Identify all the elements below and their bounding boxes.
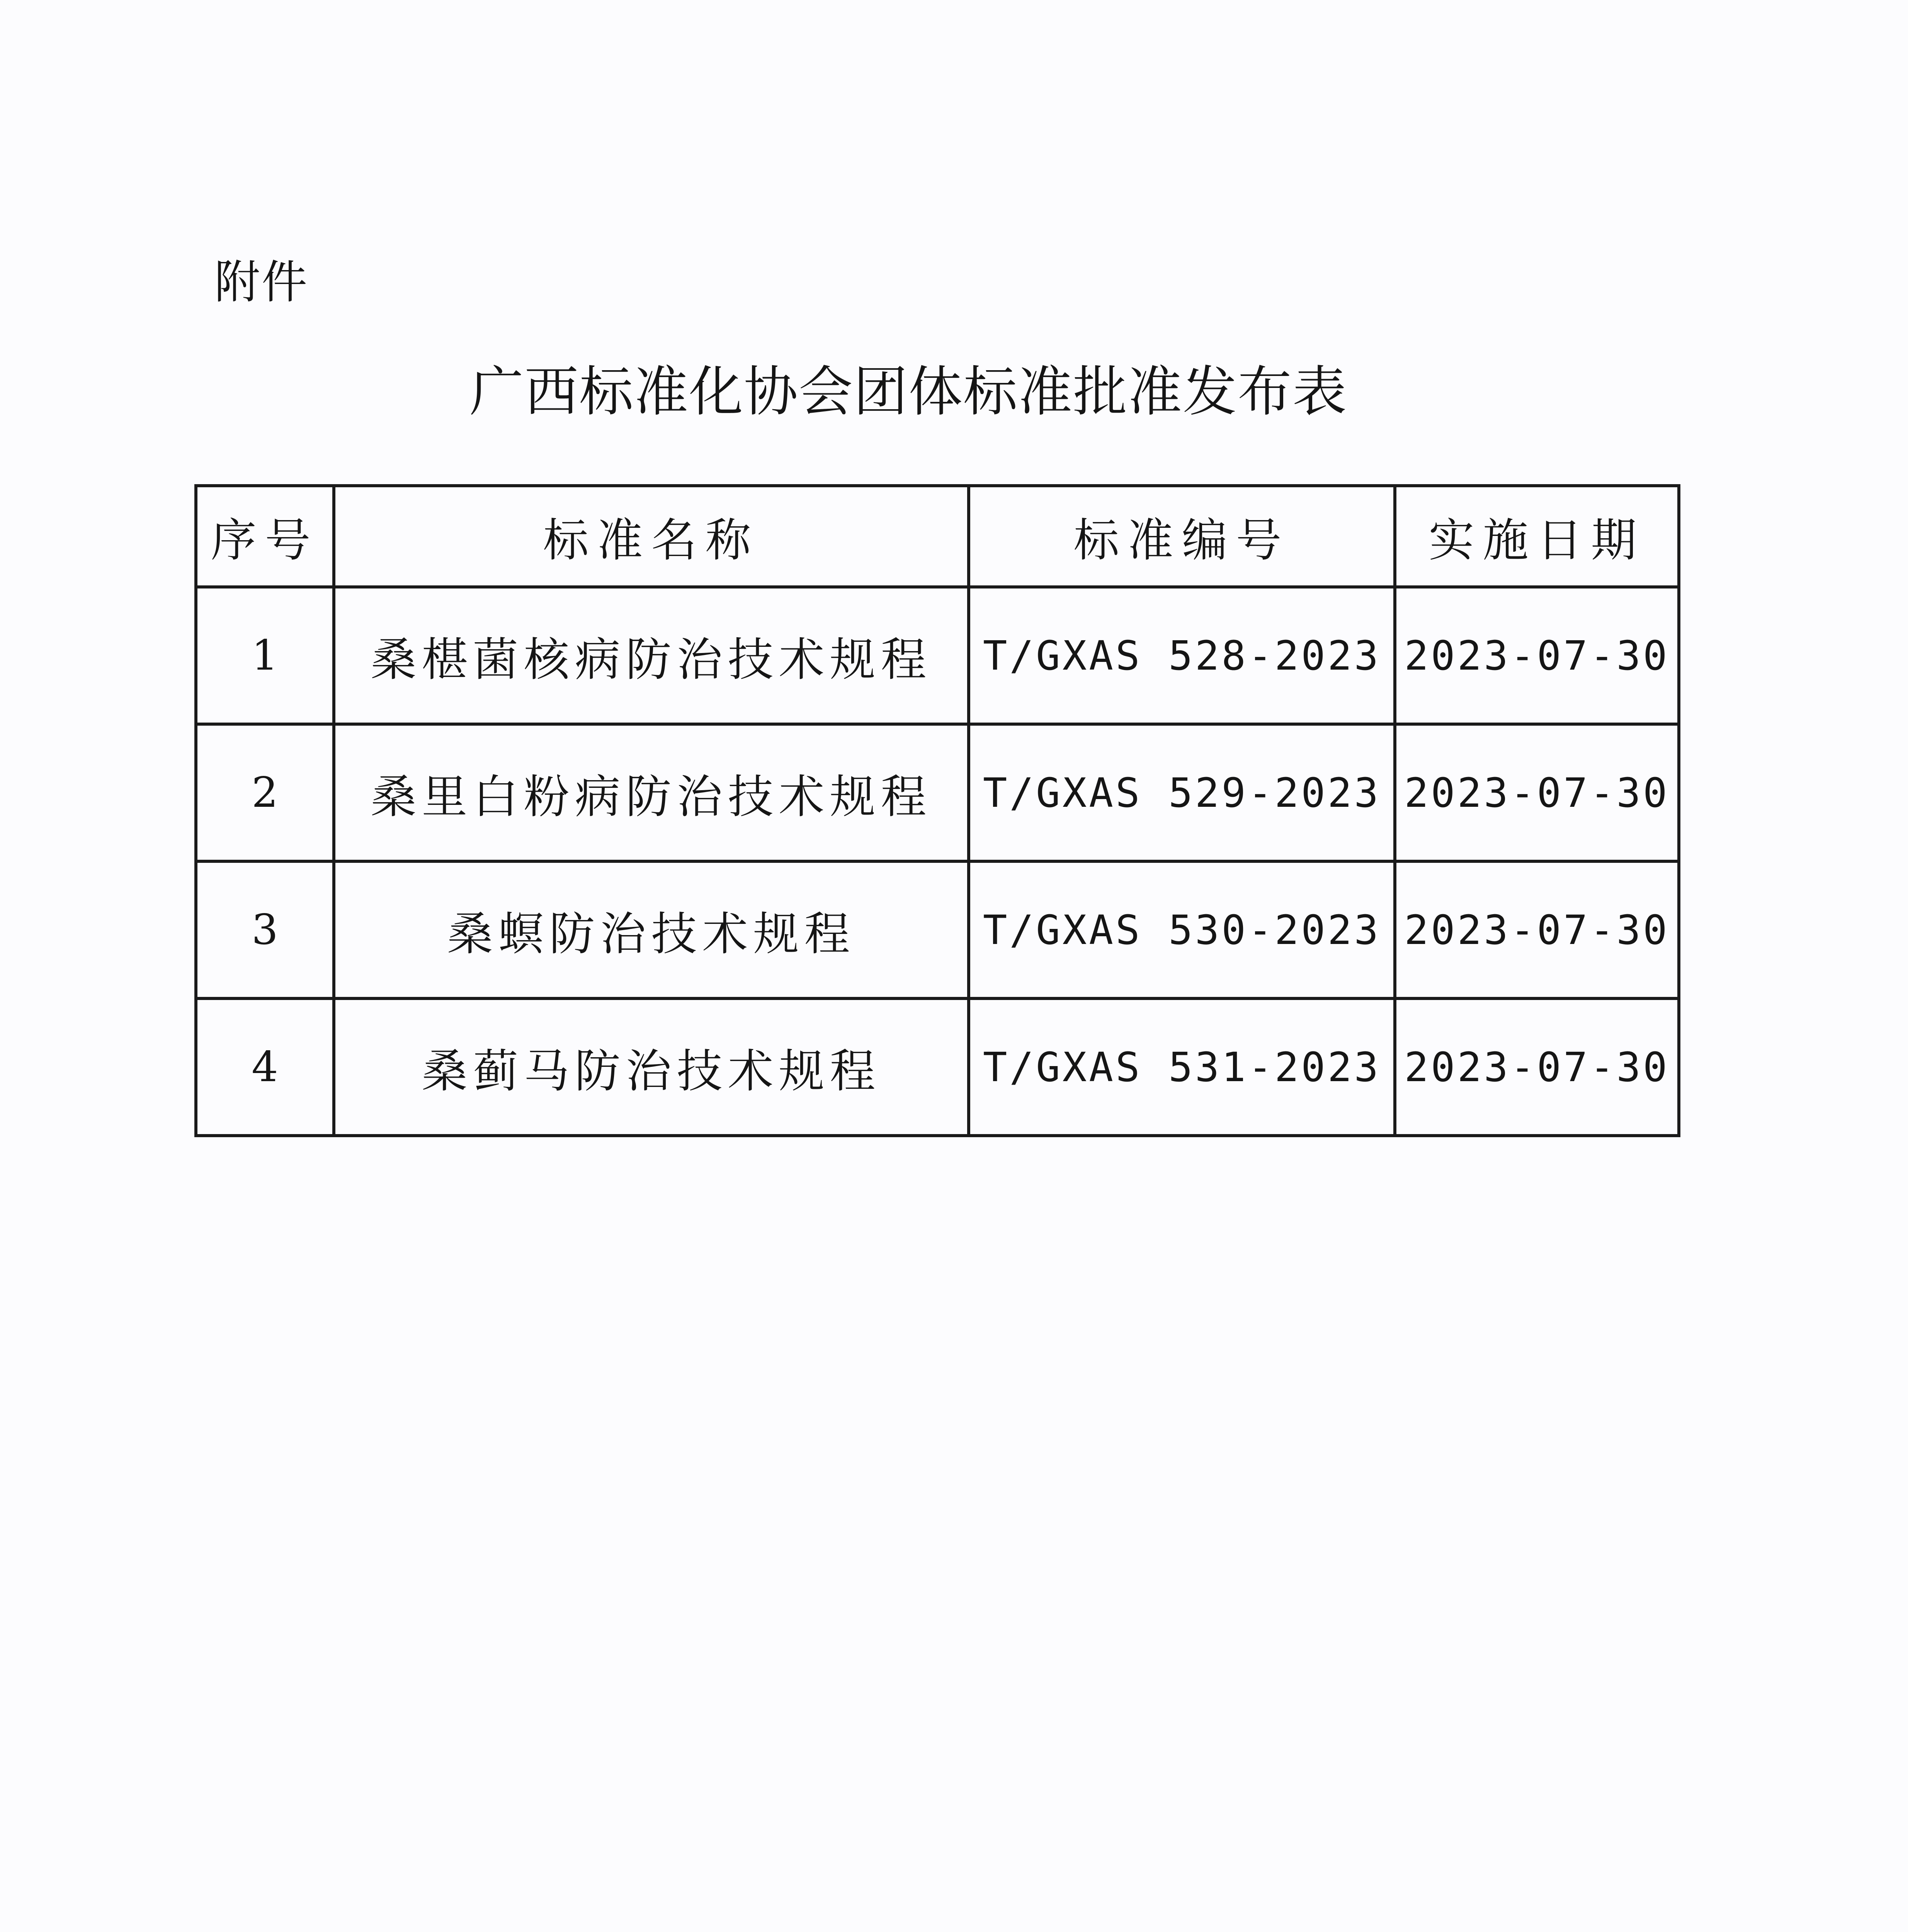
table-row — [196, 724, 1679, 861]
row-seq: 1 — [196, 587, 334, 724]
row-standard-code: T/GXAS 531-2023 — [969, 998, 1395, 1136]
row-standard-name: 桑椹菌核病防治技术规程 — [334, 587, 969, 724]
row-standard-code: T/GXAS 530-2023 — [969, 861, 1395, 998]
row-standard-name: 桑里白粉病防治技术规程 — [334, 724, 969, 861]
attachment-label: 附件 — [214, 255, 309, 309]
table-row — [196, 861, 1679, 998]
row-effective-date: 2023-07-30 — [1395, 724, 1679, 861]
row-standard-name: 桑蓟马防治技术规程 — [334, 998, 969, 1136]
row-seq: 3 — [196, 861, 334, 998]
row-effective-date: 2023-07-30 — [1395, 998, 1679, 1136]
row-standard-name: 桑螟防治技术规程 — [334, 861, 969, 998]
header-seq: 序号 — [196, 486, 334, 587]
standards-table — [194, 484, 1680, 1137]
table-header-row — [196, 486, 1679, 587]
row-effective-date: 2023-07-30 — [1395, 861, 1679, 998]
row-effective-date: 2023-07-30 — [1395, 587, 1679, 724]
row-seq: 2 — [196, 724, 334, 861]
header-standard-name: 标准名称 — [334, 486, 969, 587]
header-standard-code: 标准编号 — [969, 486, 1395, 587]
document-title: 广西标准化协会团体标准批准发布表 — [469, 361, 1348, 423]
row-seq: 4 — [196, 998, 334, 1136]
row-standard-code: T/GXAS 528-2023 — [969, 587, 1395, 724]
row-standard-code: T/GXAS 529-2023 — [969, 724, 1395, 861]
header-effective-date: 实施日期 — [1395, 486, 1679, 587]
table-row — [196, 998, 1679, 1136]
table-row — [196, 587, 1679, 724]
